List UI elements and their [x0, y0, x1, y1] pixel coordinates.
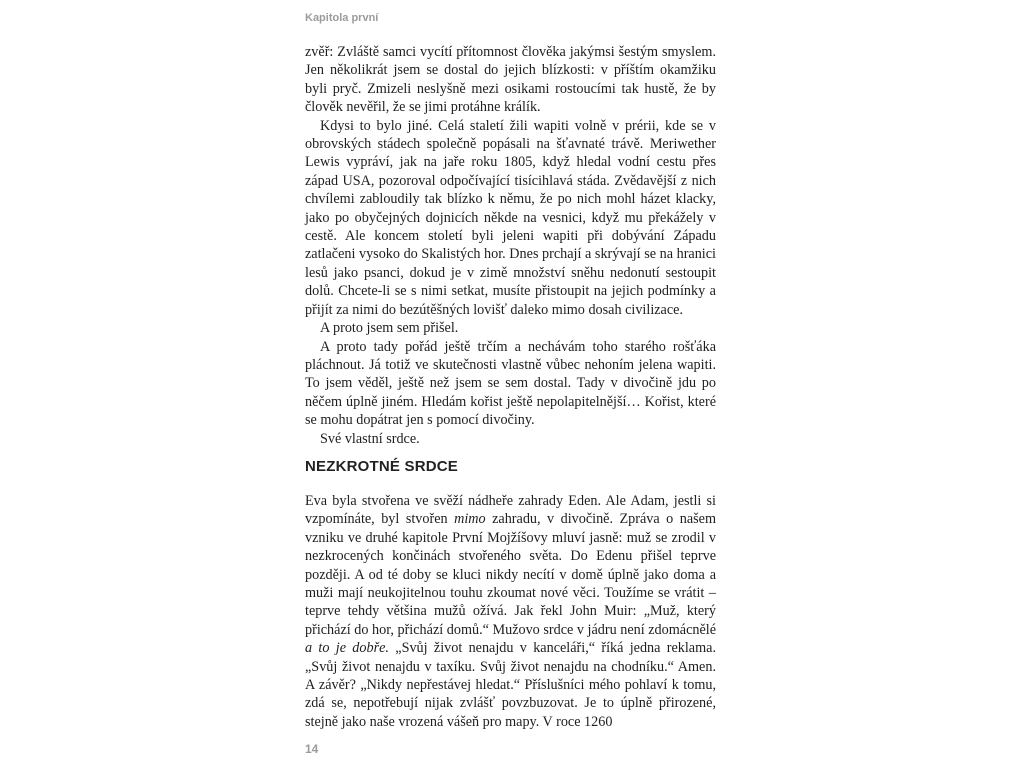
body-text-section-2: [305, 492, 716, 731]
paragraph: A proto tady pořád ještě trčím a nechávám toho starého rošťáka pláchnout. Já totiž ve skutečnosti vlastně vůbec nehoním jelena wapiti. To jsem věděl, ještě než jsem se sem dostal. Tady v divočině jdu po něčem úplně jiném. Hledám kořist ještě nepolapitelnější… Kořist, které se mohu dopátrat jen s pomocí divočiny.: [305, 338, 716, 429]
paragraph: Své vlastní srdce.: [320, 430, 420, 447]
body-text-section-1: [305, 43, 716, 448]
running-head: Kapitola první: [305, 12, 379, 24]
text-run: zahradu, v divočině. Zpráva o našem vzniku ve druhé kapitole První Mojžíšovy mluví jasně: muž se zrodil v nezkrocených končinách stvořeného světa. Do Edenu přišel teprve později. A od té doby se kluci nikdy necítí v domě úplně jako doma a muži mají neukojitelnou touhu zkoumat nové věci. Toužíme se vrátit – teprve tehdy většina mužů ožívá. Jak řekl John Muir: „Muž, který přichází do hor, přichází domů.“ Mužovo srdce v jádru není zdomácnělé: [305, 511, 716, 638]
paragraph: [305, 492, 716, 731]
section-heading: NEZKROTNÉ SRDCE: [305, 458, 459, 475]
paragraph: zvěř: Zvláště samci vycítí přítomnost člověka jakýmsi šestým smyslem. Jen několikrát jsem se dostal do jejich blízkosti: v příštím okamžiku byli pryč. Zmizeli neslyšně mezi osikami rostoucími tak hustě, že by člověk nevěřil, že se jimi protáhne králík.: [305, 44, 716, 116]
text-run: „Svůj život nenajdu v kanceláři,“ říká jedna reklama. „Svůj život nenajdu v taxíku. Svůj život nenajdu na chodníku.“ Amen. A závěr? „Nikdy nepřestávej hledat.“ Příslušníci mého pohlaví k tomu, zdá se, nepotřebují nijak zvlášť povzbuzovat. Je to úplně přirozené, stejně jako naše vrozená vášeň pro mapy. V roce 1260: [305, 640, 716, 730]
text-run: Eva byla stvořena ve svěží nádheře zahrady Eden. Ale Adam, jestli si vzpomínáte, byl stvořen: [305, 493, 716, 528]
emphasis-text: mimo: [454, 511, 486, 528]
page-number: 14: [305, 742, 319, 756]
paragraph: Kdysi to bylo jiné. Celá staletí žili wapiti volně v prérii, kde se v obrovských stádech společně popásali na šťavnaté trávě. Meriwether Lewis vypráví, jak na jaře roku 1805, když hledal vodní cestu přes západ USA, pozoroval odpočívající tisícihlavá stáda. Zvědavější z nich chvílemi zabloudily tak blízko k němu, že po nich mohl házet klacky, jako po obyčejných dojnicích někde na vesnici, když mu překážely v cestě. Ale koncem století byli jeleni wapiti při dobývání Západu zatlačeni vysoko do Skalistých hor. Dnes prchají a skrývají se na hranici lesů jako psanci, dokud je v zimě množství sněhu nedonutí sestoupit dolů. Chcete-li se s nimi setkat, musíte přistoupit na jejich podmínky a přijít za nimi do bezútěšných lovišť daleko mimo dosah civilizace.: [305, 117, 716, 318]
paragraph: A proto jsem sem přišel.: [320, 320, 459, 337]
emphasis-text: a to je dobře.: [305, 640, 389, 657]
